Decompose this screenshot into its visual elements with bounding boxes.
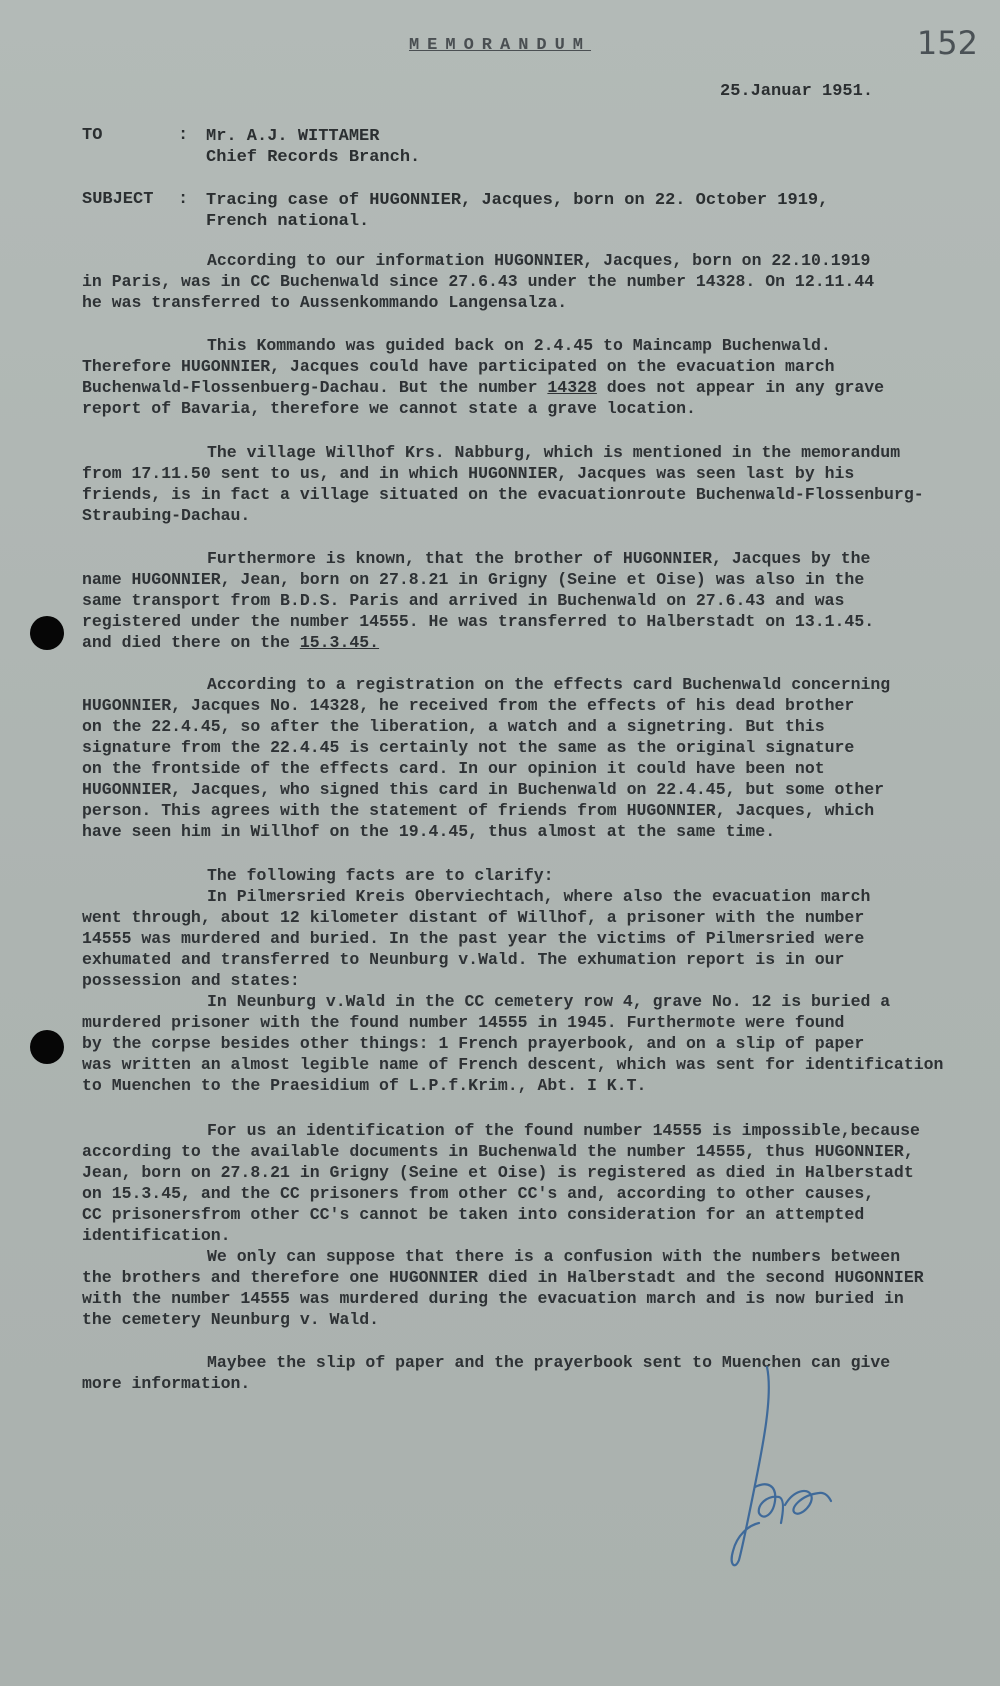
paragraph-3: The village Willhof Krs. Nabburg, which is mentioned in the memorandum from 17.11.50 sent to us, and in which HUGONNIER, Jacques was seen last by his friends, is in fact a village situated on the evacuationroute Buchenwald-Flossenburg- Straubing-Dachau. — [82, 443, 924, 525]
subject-colon: : — [178, 190, 189, 209]
paragraph-2: This Kommando was guided back on 2.4.45 to Maincamp Buchenwald. Therefore HUGONNIER, Jacques could have participated on the evacuation march Buchenwald-Flossenbuerg-Dachau. But the number 14328 does not appear in any grave report of Bavaria, therefore we cannot state a grave location. — [82, 336, 885, 418]
subject-line-1: Tracing case of HUGONNIER, Jacques, born on 22. October 1919, — [206, 191, 829, 210]
handwritten-signature — [715, 1355, 835, 1575]
paragraph-4: Furthermore is known, that the brother of HUGONNIER, Jacques by the name HUGONNIER, Jean, born on 27.8.21 in Grigny (Seine et Oise) was also in the same transport from B.D.S. Paris and arrived in Buchenwald on 27.6.43 and was registered under the number 14555. He was transferred to Halberstadt on 13.1.45. and died there on the 15.3.45. — [82, 549, 875, 652]
paragraph-7: For us an identification of the found number 14555 is impossible,because according to the available documents in Buchenwald the number 14555, thus HUGONNIER, Jean, born on 27.8.21 in Grigny (Seine et Oise) is registered as died in Halberstadt on 15.3.45, and the CC prisoners from other CC's and, according to other causes, CC prisonersfrom other CC's cannot be taken into consideration for an attempted identification. We only can suppose that there is a confusion with the numbers between the brothers and therefore one HUGONNIER died in Halberstadt and the second HUGONNIER with the number 14555 was murdered during the evacuation march and is now buried in the cemetery Neunburg v. Wald. — [82, 1121, 924, 1329]
to-name: Mr. A.J. WITTAMER — [206, 127, 380, 146]
to-label: TO — [82, 126, 103, 145]
underlined-number: 14328 — [547, 378, 597, 397]
subject-label: SUBJECT — [82, 190, 154, 209]
paragraph-5: According to a registration on the effects card Buchenwald concerning HUGONNIER, Jacques No. 14328, he received from the effects of his dead brother on the 22.4.45, so after the liberation, a watch and a signetring. But this signature from the 22.4.45 is certainly not the same as the original signature on the frontside of the effects card. In our opinion it could have been not HUGONNIER, Jacques, who signed this card in Buchenwald on 22.4.45, but some other person. This agrees with the statement of friends from HUGONNIER, Jacques, which have seen him in Willhof on the 19.4.45, thus almost at the same time. — [82, 675, 891, 841]
paragraph-8: Maybee the slip of paper and the prayerbook sent to Muenchen can give more information. — [82, 1353, 891, 1393]
underlined-date: 15.3.45. — [299, 633, 380, 652]
page-number: 152 — [916, 24, 978, 62]
memo-date: 25.Januar 1951. — [720, 82, 874, 101]
punch-hole-bottom — [30, 1030, 64, 1064]
memo-title: MEMORANDUM — [408, 36, 592, 55]
punch-hole-top — [30, 616, 64, 650]
to-position: Chief Records Branch. — [206, 148, 421, 167]
to-colon: : — [178, 126, 189, 145]
paragraph-6: The following facts are to clarify: In Pilmersried Kreis Oberviechtach, where also the evacuation march went through, about 12 kilometer distant of Willhof, a prisoner with the number 14555 was murdered and buried. In the past year the victims of Pilmersried were exhumated and transferred to Neunburg v.Wald. The exhumation report is in our possession and states: In Neunburg v.Wald in the CC cemetery row 4, grave No. 12 is buried a murdered prisoner with the found number 14555 in 1945. Furthermote were found by the corpse besides other things: 1 French prayerbook, and on a slip of paper was written an almost legible name of French descent, which was sent for identification to Muenchen to the Praesidium of L.P.f.Krim., Abt. I K.T. — [82, 866, 944, 1095]
subject-line-2: French national. — [206, 212, 370, 231]
paragraph-1: According to our information HUGONNIER, Jacques, born on 22.10.1919 in Paris, was in CC Buchenwald since 27.6.43 under the number 14328. On 12.11.44 he was transferred to Aussenkommando Langensalza. — [82, 251, 875, 312]
